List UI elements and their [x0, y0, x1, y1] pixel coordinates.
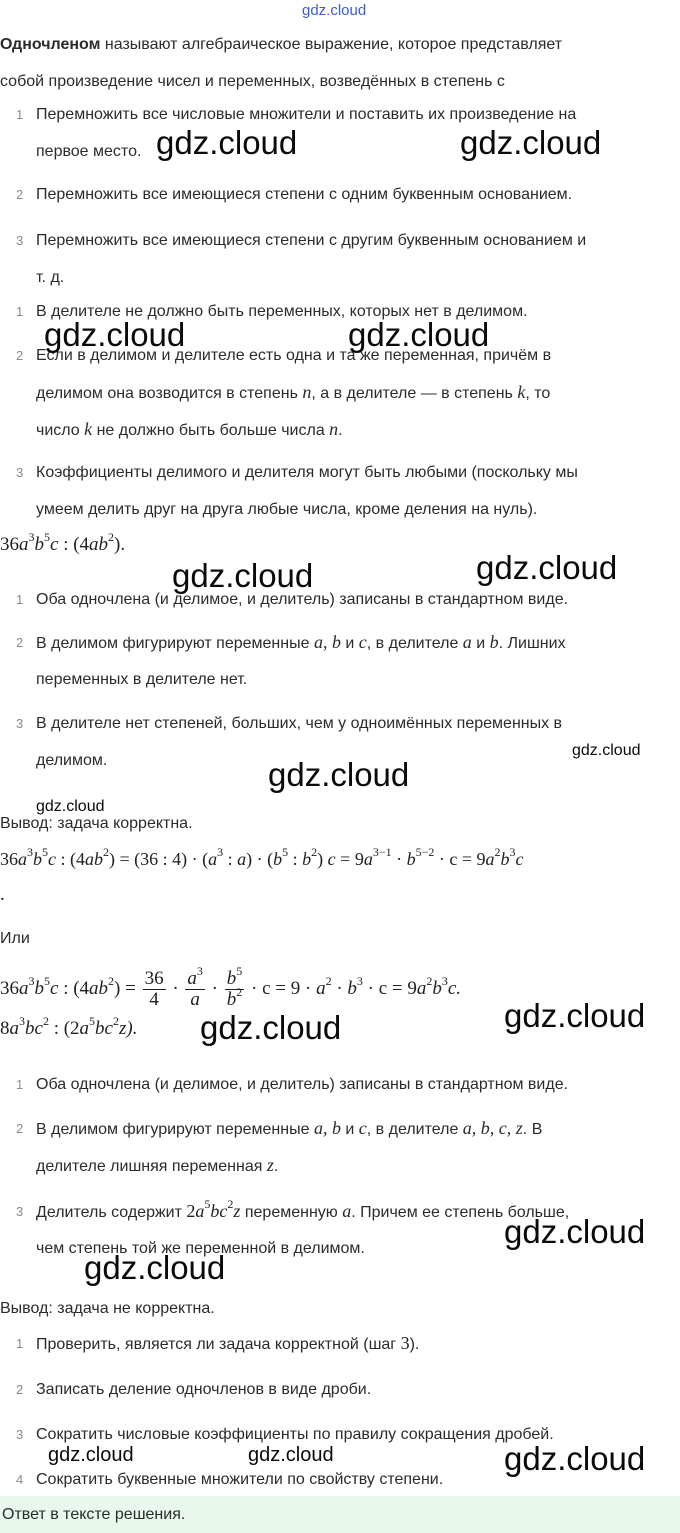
example-1-expression: $36a^3b^5c$ : $(4ab^2)$. [0, 530, 126, 555]
fraction: $\frac{36}{4}$ [144, 968, 164, 1011]
intro-line-2: собой произведение чисел и переменных, возведённых в степень с [0, 73, 505, 90]
list-text: Сократить буквенные множители по свойству степени. [36, 1471, 444, 1488]
list-number: 2 [16, 635, 24, 650]
fraction: $\frac{a^3}{a}$ [187, 964, 203, 1011]
list-number: 4 [16, 1472, 24, 1487]
answer-bar [0, 1496, 680, 1533]
watermark: gdz.cloud [268, 756, 410, 793]
list-number: 3 [16, 716, 24, 731]
watermark: gdz.cloud [504, 1440, 646, 1477]
list-number: 2 [16, 348, 24, 363]
watermark: gdz.cloud [156, 124, 298, 161]
list-text: Записать деление одночленов в виде дроби. [36, 1381, 372, 1398]
list-number: 3 [16, 233, 24, 248]
intro-line-1 [0, 26, 672, 63]
list-text: переменных в делителе нет. [36, 671, 248, 688]
list-number: 1 [16, 1336, 24, 1351]
list-text: число k не должно быть больше числа n. [36, 419, 343, 439]
list-text: Если в делимом и делителе есть одна и та же переменная, причём в [36, 347, 552, 364]
list-text: Оба одночлена (и делимое, и делитель) записаны в стандартном виде. [36, 1076, 569, 1093]
watermark: gdz.cloud [248, 1444, 334, 1466]
list-text: В делителе не должно быть переменных, которых нет в делимом. [36, 303, 528, 320]
watermark-top: gdz.cloud [302, 2, 367, 19]
list-text: Оба одночлена (и делимое, и делитель) записаны в стандартном виде. [36, 591, 569, 608]
watermark: gdz.cloud [36, 798, 105, 815]
list-text: первое место. [36, 143, 142, 160]
list-text: Делитель содержит $2a^5bc^2z$ переменную a. Причем ее степень больше, [36, 1197, 570, 1221]
alternative-solution: $36a^3b^5c$ : $(4ab^2)$ = $\frac{36}{4}$ · $\frac{a^3}{a}$ · $\frac{b^5}{b^2}$ · $c = 9 \cdot a^2 \cdot b^3 \cdot c = 9a^2b^3c$. [0, 964, 462, 1011]
term-bold: Одночленом [0, 36, 101, 53]
list-text: Перемножить все имеющиеся степени с одним буквенным основанием. [36, 186, 573, 203]
list-text: делимом она возводится в степень n, а в делителе — в степень k, то [36, 382, 551, 402]
watermark: gdz.cloud [572, 742, 641, 759]
solution-equation: $36a^3b^5c$ : $(4ab^2) = (36$ : $4) \cdot (a^3$ : $a) \cdot (b^5$ : $b^2$) $c = 9a^{3-1} \cdot b^{5-2} \cdot c = 9a^2b^3c$ [0, 845, 524, 869]
list-text: В делимом фигурируют переменные a, b и c, в делителе a, b, c, z. В [36, 1118, 543, 1138]
list-number: 2 [16, 187, 24, 202]
list-number: 1 [16, 304, 24, 319]
solution-period: . [0, 884, 5, 905]
intro-text: называют алгебраическое выражение, которое представляет [100, 36, 563, 53]
answer-text: Ответ в тексте решения. [2, 1506, 186, 1523]
or-label: Или [0, 930, 30, 947]
list-number: 2 [16, 1382, 24, 1397]
conclusion-2: Вывод: задача не корректна. [0, 1300, 215, 1317]
list-text: В делителе нет степеней, больших, чем у одноимённых переменных в [36, 715, 563, 732]
list-number: 1 [16, 107, 24, 122]
list-text: Коэффициенты делимого и делителя могут быть любыми (поскольку мы [36, 464, 578, 481]
fraction: $\frac{b^5}{b^2}$ [226, 964, 243, 1011]
conclusion-1: Вывод: задача корректна. [0, 815, 193, 832]
list-text: умеем делить друг на друга любые числа, кроме деления на нуль). [36, 501, 538, 518]
watermark: gdz.cloud [172, 557, 314, 594]
list-text: делителе лишняя переменная z. [36, 1155, 279, 1175]
example-2-expression: $8a^3bc^2$ : $(2a^5bc^2z)$. [0, 1014, 138, 1039]
list-text: В делимом фигурируют переменные a, b и c, в делителе a и b. Лишних [36, 632, 566, 652]
watermark: gdz.cloud [44, 316, 186, 353]
list-text: Проверить, является ли задача корректной (шаг 3). [36, 1333, 420, 1353]
list-text: Сократить числовые коэффициенты по правилу сокращения дробей. [36, 1426, 554, 1443]
list-number: 3 [16, 1427, 24, 1442]
list-text: делимом. [36, 752, 108, 769]
list-number: 1 [16, 592, 24, 607]
list-number: 1 [16, 1077, 24, 1092]
watermark: gdz.cloud [504, 997, 646, 1034]
list-number: 3 [16, 465, 24, 480]
list-number: 2 [16, 1121, 24, 1136]
watermark: gdz.cloud [200, 1009, 342, 1046]
watermark: gdz.cloud [460, 124, 602, 161]
list-text: Перемножить все имеющиеся степени с другим буквенным основанием и [36, 232, 587, 249]
list-text: чем степень той же переменной в делимом. [36, 1240, 365, 1257]
watermark: gdz.cloud [84, 1249, 226, 1286]
watermark: gdz.cloud [48, 1444, 134, 1466]
list-number: 3 [16, 1204, 24, 1219]
watermark: gdz.cloud [348, 316, 490, 353]
list-text: Перемножить все числовые множители и поставить их произведение на [36, 106, 577, 123]
watermark: gdz.cloud [476, 549, 618, 586]
list-text: т. д. [36, 269, 65, 286]
watermark: gdz.cloud [504, 1213, 646, 1250]
